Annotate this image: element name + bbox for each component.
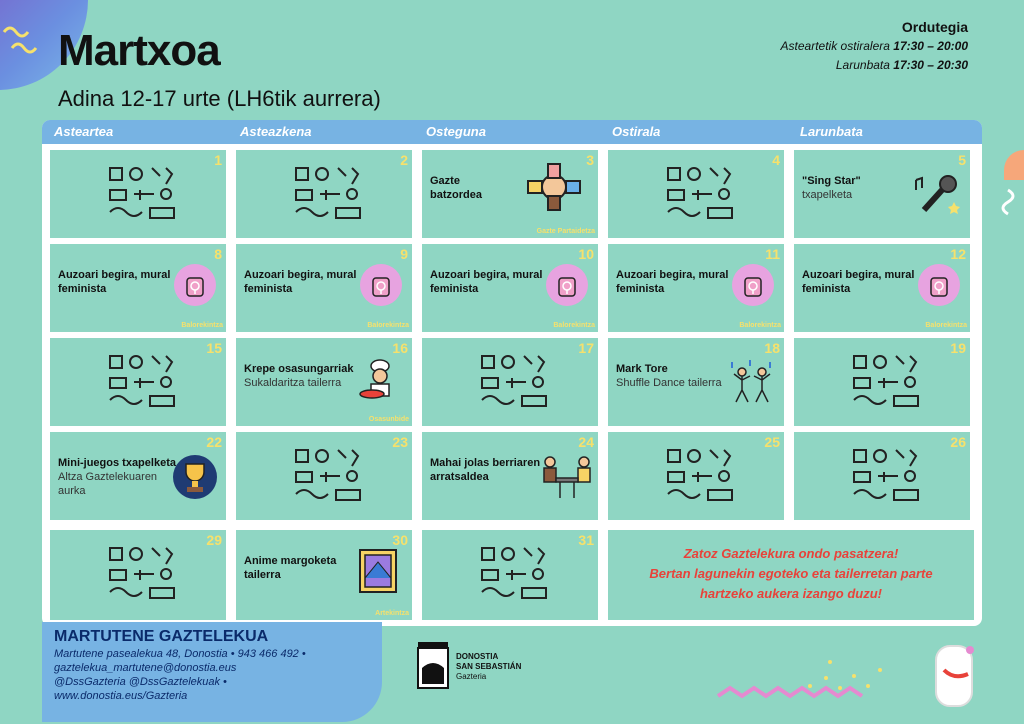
event-subtitle: Altza Gaztelekuaren aurka <box>58 471 158 497</box>
center-name: MARTUTENE GAZTELEKUA <box>54 628 269 645</box>
wave-decoration-icon <box>994 150 1024 230</box>
weekday-wednesday: Asteazkena <box>240 124 312 139</box>
anime-drawing-icon <box>358 548 398 594</box>
activities-icon <box>478 544 554 604</box>
event-title: "Sing Star" <box>802 175 861 187</box>
activities-icon <box>292 164 368 224</box>
feminist-fist-icon <box>546 264 588 306</box>
event-tag: Balorekintza <box>553 322 595 329</box>
day-number: 8 <box>214 246 222 262</box>
day-cell-18 <box>608 338 784 426</box>
activities-icon <box>106 544 182 604</box>
day-number: 15 <box>206 340 222 356</box>
day-cell-19 <box>794 338 970 426</box>
event-title: Mark Tore <box>616 363 668 375</box>
hours-weekdays-time: 17:30 – 20:00 <box>893 39 968 53</box>
day-cell-2 <box>236 150 412 238</box>
footer-contact <box>42 622 382 722</box>
event-title: Krepe osasungarriak <box>244 363 354 375</box>
activities-icon <box>850 446 926 506</box>
note-line-3: hartzeko aukera izango duzu! <box>699 586 883 601</box>
day-cell-24 <box>422 432 598 520</box>
page-title: Martxoa <box>58 26 220 75</box>
feminist-fist-icon <box>360 264 402 306</box>
activities-icon <box>664 164 740 224</box>
day-number: 11 <box>765 246 780 262</box>
event-tag: Balorekintza <box>367 322 409 329</box>
activities-icon <box>478 352 554 412</box>
day-number: 16 <box>392 340 408 356</box>
hands-together-icon <box>526 162 582 212</box>
dots-decoration-icon <box>800 656 890 696</box>
day-number: 22 <box>206 434 222 450</box>
event-tag: Balorekintza <box>739 322 781 329</box>
hours-weekdays: Asteartetik ostiralera <box>780 39 890 53</box>
logo-line-3: Gazteria <box>456 672 487 681</box>
event-title: Anime margoketa tailerra <box>244 555 337 581</box>
board-game-players-icon <box>540 452 594 500</box>
day-cell-10 <box>422 244 598 332</box>
day-number: 9 <box>400 246 408 262</box>
logo-line-2: SAN SEBASTIÁN <box>456 662 522 671</box>
event-title: Auzoari begira, mural feminista <box>430 269 543 295</box>
event-title: Auzoari begira, mural feminista <box>802 269 915 295</box>
day-cell-9 <box>236 244 412 332</box>
activities-icon <box>106 352 182 412</box>
day-number: 5 <box>958 152 966 168</box>
day-number: 3 <box>586 152 594 168</box>
event-subtitle: txapelketa <box>802 189 853 201</box>
weekday-thursday: Osteguna <box>426 124 486 139</box>
day-cell-1 <box>50 150 226 238</box>
event-tag: Osasunbide <box>368 416 409 423</box>
day-cell-3 <box>422 150 598 238</box>
day-number: 26 <box>950 434 966 450</box>
day-number: 18 <box>764 340 780 356</box>
activities-icon <box>850 352 926 412</box>
calendar-grid <box>42 120 982 626</box>
weekday-header <box>42 120 982 144</box>
feminist-fist-icon <box>918 264 960 306</box>
schedule-hours <box>781 18 968 75</box>
day-number: 29 <box>206 532 222 548</box>
day-number: 23 <box>392 434 408 450</box>
address-phone: Martutene pasealekua 48, Donostia • 943 466 492 • <box>54 648 306 660</box>
event-title: Gazte batzordea <box>430 175 482 201</box>
day-cell-5 <box>794 150 970 238</box>
age-subtitle: Adina 12-17 urte (LH6tik aurrera) <box>58 86 381 111</box>
weekday-saturday: Larunbata <box>800 124 863 139</box>
day-cell-29 <box>50 530 226 620</box>
day-cell-4 <box>608 150 784 238</box>
day-cell-16 <box>236 338 412 426</box>
trophy-icon <box>172 454 218 500</box>
day-cell-11 <box>608 244 784 332</box>
logo-line-1: DONOSTIA <box>456 652 499 661</box>
microphone-icon <box>910 172 962 218</box>
event-title: Auzoari begira, mural feminista <box>58 269 171 295</box>
event-title: Auzoari begira, mural feminista <box>616 269 729 295</box>
day-cell-30 <box>236 530 412 620</box>
event-tag: Balorekintza <box>181 322 223 329</box>
feminist-fist-icon <box>732 264 774 306</box>
weekday-tuesday: Asteartea <box>54 124 114 139</box>
donostia-logo-text <box>456 652 521 682</box>
email-link[interactable]: gaztelekua_martutene@donostia.eus <box>54 662 237 674</box>
day-cell-23 <box>236 432 412 520</box>
day-cell-15 <box>50 338 226 426</box>
day-number: 24 <box>578 434 594 450</box>
activities-icon <box>664 446 740 506</box>
hours-saturday: Larunbata <box>835 58 890 72</box>
day-cell-8 <box>50 244 226 332</box>
hours-heading: Ordutegia <box>901 19 968 35</box>
day-number: 10 <box>578 246 594 262</box>
chef-icon <box>356 358 402 404</box>
note-line-1: Zatoz Gaztelekura ondo pasatzera! <box>683 546 899 561</box>
social-handles[interactable]: @DssGazteria @DssGaztelekuak • <box>54 676 227 688</box>
day-cell-17 <box>422 338 598 426</box>
day-cell-22 <box>50 432 226 520</box>
day-number: 30 <box>392 532 408 548</box>
day-cell-25 <box>608 432 784 520</box>
character-mascot-icon <box>930 640 980 720</box>
day-number: 25 <box>764 434 780 450</box>
squiggle-decoration-icon <box>2 22 42 58</box>
day-cell-12 <box>794 244 970 332</box>
activities-icon <box>106 164 182 224</box>
note-line-2: Bertan lagunekin egoteko eta tailerretan parte <box>649 566 933 581</box>
event-subtitle: Sukaldaritza tailerra <box>244 377 342 389</box>
hours-saturday-time: 17:30 – 20:30 <box>893 58 968 72</box>
day-cell-31 <box>422 530 598 620</box>
donostia-shield-logo-icon <box>416 640 450 694</box>
event-tag: Gazte Partaidetza <box>536 228 595 235</box>
event-tag: Balorekintza <box>925 322 967 329</box>
dancers-icon <box>728 358 776 406</box>
feminist-fist-icon <box>174 264 216 306</box>
weekday-friday: Ostirala <box>612 124 661 139</box>
invitation-note <box>608 530 974 620</box>
event-title: Auzoari begira, mural feminista <box>244 269 357 295</box>
event-title: Mini-juegos txapelketa <box>58 457 176 469</box>
activities-icon <box>292 446 368 506</box>
day-number: 12 <box>950 246 966 262</box>
day-number: 4 <box>772 152 780 168</box>
event-subtitle: Shuffle Dance tailerra <box>616 377 722 389</box>
website-link[interactable]: www.donostia.eus/Gazteria <box>54 690 188 702</box>
event-title: Mahai jolas berriaren arratsaldea <box>430 457 541 483</box>
day-cell-26 <box>794 432 970 520</box>
day-number: 1 <box>214 152 222 168</box>
day-number: 19 <box>950 340 966 356</box>
day-number: 2 <box>400 152 408 168</box>
event-tag: Artekintza <box>375 610 409 617</box>
day-number: 17 <box>578 340 594 356</box>
day-number: 31 <box>578 532 594 548</box>
